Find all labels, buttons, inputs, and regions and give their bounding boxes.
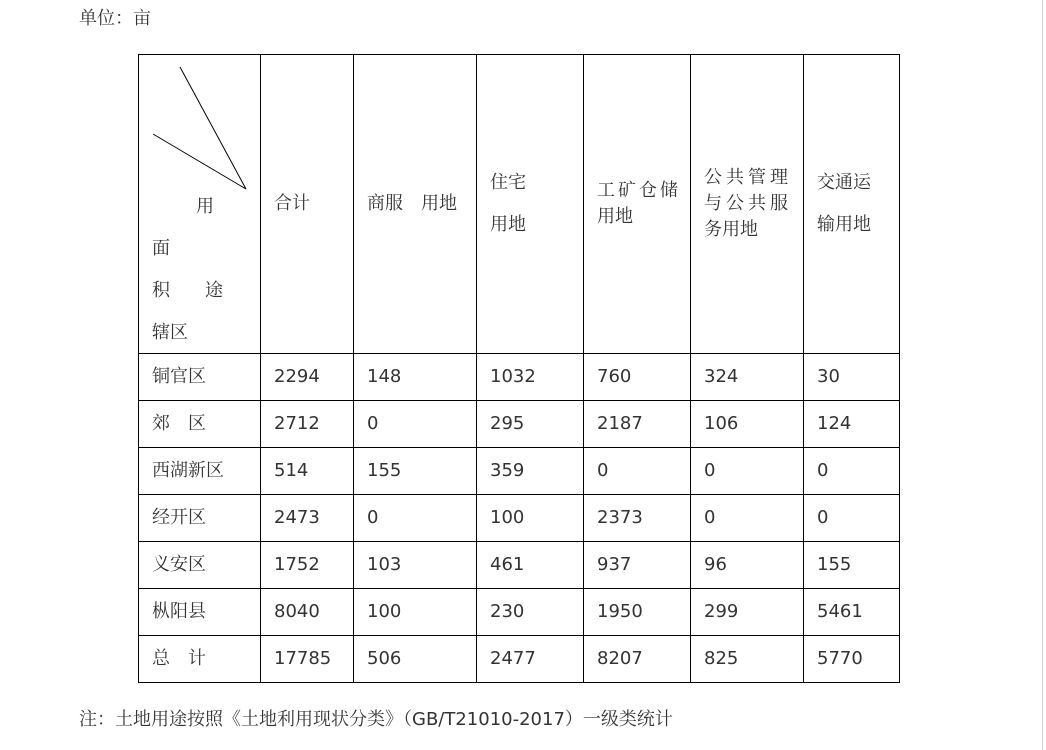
value-cell: 2473 [261, 495, 354, 542]
value-cell: 96 [691, 542, 804, 589]
header-line: 务用地 [704, 219, 758, 240]
table-row [139, 354, 900, 401]
district-cell: 郊 区 [139, 401, 261, 448]
value-cell: 295 [477, 401, 584, 448]
header-line: 住宅 [490, 172, 526, 193]
table-row [139, 542, 900, 589]
value-cell: 2187 [584, 401, 691, 448]
district-cell: 枞阳县 [139, 589, 261, 636]
corner-label-yong: 用 [196, 196, 214, 217]
value-cell: 8207 [584, 636, 691, 683]
header-line: 用地 [597, 206, 633, 227]
corner-label-mian: 面 [152, 238, 170, 259]
value-cell: 299 [691, 589, 804, 636]
header-row [139, 55, 900, 354]
value-cell: 0 [804, 448, 900, 495]
value-cell: 8040 [261, 589, 354, 636]
header-line: 公共管理 [704, 167, 792, 188]
header-line: 工矿仓储 [597, 180, 681, 201]
land-use-table [138, 54, 900, 683]
unit-label: 单位：亩 [79, 8, 151, 29]
value-cell: 0 [691, 448, 804, 495]
header-line: 交通运 [817, 172, 871, 193]
value-cell: 100 [477, 495, 584, 542]
value-cell: 30 [804, 354, 900, 401]
value-cell: 760 [584, 354, 691, 401]
value-cell: 1032 [477, 354, 584, 401]
value-cell: 1752 [261, 542, 354, 589]
table-row-total [139, 636, 900, 683]
column-header-residential [477, 55, 584, 354]
value-cell: 230 [477, 589, 584, 636]
table-row [139, 589, 900, 636]
value-cell: 1950 [584, 589, 691, 636]
value-cell: 103 [354, 542, 477, 589]
table-row [139, 495, 900, 542]
value-cell: 5770 [804, 636, 900, 683]
header-line: 商服 用地 [367, 193, 457, 214]
district-cell: 总 计 [139, 636, 261, 683]
column-header-industrial [584, 55, 691, 354]
value-cell: 2294 [261, 354, 354, 401]
value-cell: 2477 [477, 636, 584, 683]
column-header-total [261, 55, 354, 354]
value-cell: 514 [261, 448, 354, 495]
column-header-commercial [354, 55, 477, 354]
header-line: 用地 [490, 214, 526, 235]
page-edge-divider [1042, 0, 1043, 750]
corner-label-tu: 途 [205, 280, 223, 301]
value-cell: 825 [691, 636, 804, 683]
value-cell: 155 [354, 448, 477, 495]
value-cell: 0 [354, 401, 477, 448]
value-cell: 2373 [584, 495, 691, 542]
district-cell: 西湖新区 [139, 448, 261, 495]
value-cell: 0 [584, 448, 691, 495]
value-cell: 0 [354, 495, 477, 542]
value-cell: 100 [354, 589, 477, 636]
value-cell: 155 [804, 542, 900, 589]
corner-header-cell [139, 55, 261, 354]
value-cell: 106 [691, 401, 804, 448]
value-cell: 124 [804, 401, 900, 448]
value-cell: 506 [354, 636, 477, 683]
district-cell: 铜官区 [139, 354, 261, 401]
column-header-transport [804, 55, 900, 354]
value-cell: 5461 [804, 589, 900, 636]
value-cell: 2712 [261, 401, 354, 448]
value-cell: 0 [804, 495, 900, 542]
value-cell: 937 [584, 542, 691, 589]
corner-label-ji: 积 [152, 280, 170, 301]
table-row [139, 401, 900, 448]
header-line: 输用地 [817, 214, 871, 235]
value-cell: 17785 [261, 636, 354, 683]
value-cell: 0 [691, 495, 804, 542]
value-cell: 324 [691, 354, 804, 401]
value-cell: 359 [477, 448, 584, 495]
district-cell: 义安区 [139, 542, 261, 589]
corner-label-district: 辖区 [152, 322, 188, 343]
header-line: 与公共服 [704, 193, 792, 214]
value-cell: 461 [477, 542, 584, 589]
value-cell: 148 [354, 354, 477, 401]
column-header-public-service [691, 55, 804, 354]
header-line: 合计 [274, 193, 310, 214]
table-row [139, 448, 900, 495]
district-cell: 经开区 [139, 495, 261, 542]
table-footnote: 注：土地用途按照《土地利用现状分类》（GB/T21010-2017）一级类统计 [79, 709, 673, 730]
